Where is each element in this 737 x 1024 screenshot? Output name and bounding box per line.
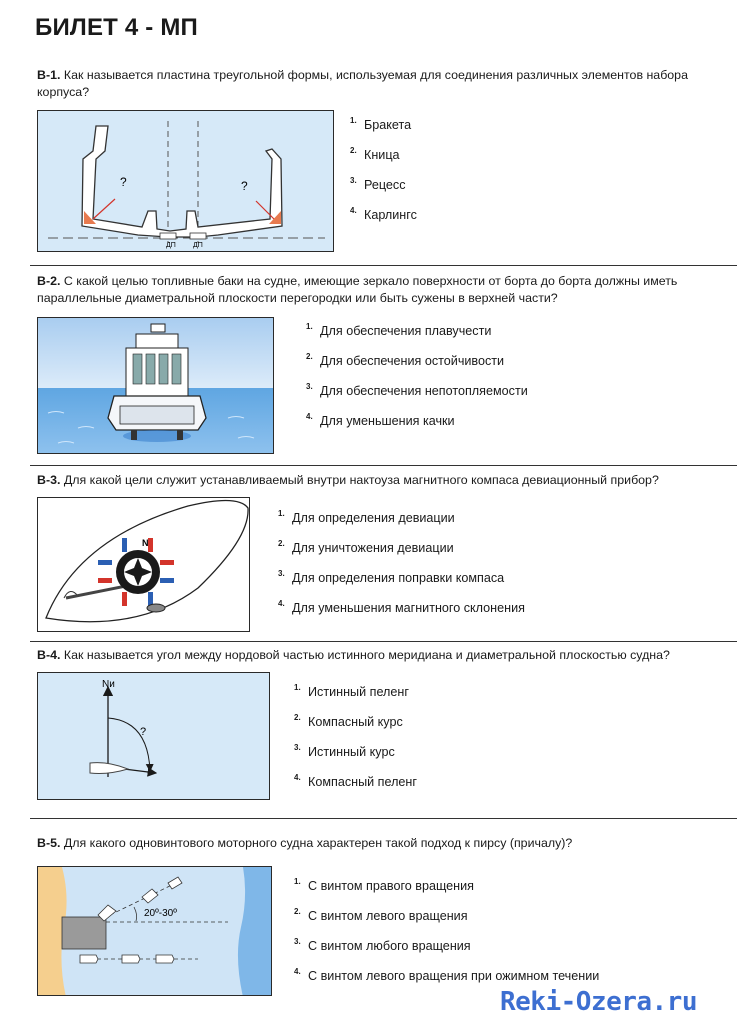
question-number: В-2.: [37, 274, 61, 288]
figure-label: ?: [140, 726, 147, 738]
question-number: В-4.: [37, 648, 61, 662]
figure-hull-section: [37, 110, 334, 252]
answer-option[interactable]: 3. Истинный курс: [294, 743, 395, 759]
answer-list: [306, 323, 528, 443]
answer-option[interactable]: 4. С винтом левого вращения при ожимном течении: [294, 967, 600, 983]
answer-option[interactable]: 1. Бракета: [350, 116, 412, 132]
question-number: В-5.: [37, 836, 61, 850]
figure-label: N: [142, 538, 149, 548]
question-1: [37, 67, 707, 101]
separator: [30, 641, 737, 642]
answer-option[interactable]: 1. Для определения девиации: [278, 509, 455, 525]
answer-option[interactable]: 4. Для уменьшения магнитного склонения: [278, 599, 525, 615]
figure-label: ДП: [193, 242, 203, 249]
figure-true-course: [37, 672, 270, 800]
answer-list: [350, 117, 417, 237]
question-text: Для какой цели служит устанавливаемый внутри нактоуза магнитного компаса девиационный прибор?: [63, 473, 659, 487]
pier-approach-drawing: [38, 867, 272, 996]
question-text: Как называется пластина треугольной формы, используемая для соединения различных элементов набора корпуса?: [37, 68, 688, 99]
answer-option[interactable]: 3. С винтом любого вращения: [294, 937, 471, 953]
question-text: Для какого одновинтового моторного судна характерен такой подход к пирсу (причалу)?: [63, 836, 573, 850]
answer-option[interactable]: 3. Для определения поправки компаса: [278, 569, 505, 585]
answer-option[interactable]: 2. Кница: [350, 146, 400, 162]
question-number: В-3.: [37, 473, 61, 487]
question-2: [37, 273, 707, 307]
figure-label: ?: [120, 175, 127, 189]
figure-label: ?: [241, 179, 248, 193]
question-text: Как называется угол между нордовой частью истинного меридиана и диаметральной плоскостью судна?: [63, 648, 670, 662]
figure-compass: [37, 497, 250, 632]
compass-binnacle-drawing: [38, 498, 250, 632]
question-3: [37, 472, 707, 489]
hull-cross-section-drawing: [38, 111, 334, 252]
answer-option[interactable]: 1. Истинный пеленг: [294, 683, 409, 699]
answer-list: [278, 510, 525, 630]
answer-option[interactable]: 2. Компасный курс: [294, 713, 403, 729]
figure-pier-approach: [37, 866, 272, 996]
answer-option[interactable]: 4. Для уменьшения качки: [306, 412, 455, 428]
answer-option[interactable]: 2. С винтом левого вращения: [294, 907, 468, 923]
figure-label: Nи: [102, 679, 115, 690]
figure-boat-front: [37, 317, 274, 454]
separator: [30, 265, 737, 266]
question-text: С какой целью топливные баки на судне, имеющие зеркало поверхности от борта до борта должны иметь параллельные диаметральной плоскости перегородки или быть сужены в верхней части?: [37, 274, 678, 305]
boat-front-drawing: [38, 318, 274, 454]
question-5: [37, 835, 707, 852]
answer-option[interactable]: 4. Компасный пеленг: [294, 773, 417, 789]
answer-option[interactable]: 2. Для обеспечения остойчивости: [306, 352, 505, 368]
figure-label: 20º-30º: [144, 908, 177, 919]
figure-label: ДП: [166, 242, 176, 249]
question-4: [37, 647, 707, 664]
watermark: Reki-Ozera.ru: [500, 987, 697, 1017]
separator: [30, 818, 737, 819]
question-number: В-1.: [37, 68, 61, 82]
answer-option[interactable]: 1. Для обеспечения плавучести: [306, 322, 492, 338]
answer-option[interactable]: 3. Рецесс: [350, 176, 406, 192]
answer-option[interactable]: 2. Для уничтожения девиации: [278, 539, 454, 555]
page-title: БИЛЕТ 4 - МП: [35, 14, 198, 41]
answer-option[interactable]: 4. Карлингс: [350, 206, 417, 222]
separator: [30, 465, 737, 466]
answer-list: [294, 878, 599, 998]
answer-option[interactable]: 3. Для обеспечения непотопляемости: [306, 382, 528, 398]
answer-list: [294, 684, 417, 804]
true-course-drawing: [38, 673, 270, 800]
answer-option[interactable]: 1. С винтом правого вращения: [294, 877, 474, 893]
